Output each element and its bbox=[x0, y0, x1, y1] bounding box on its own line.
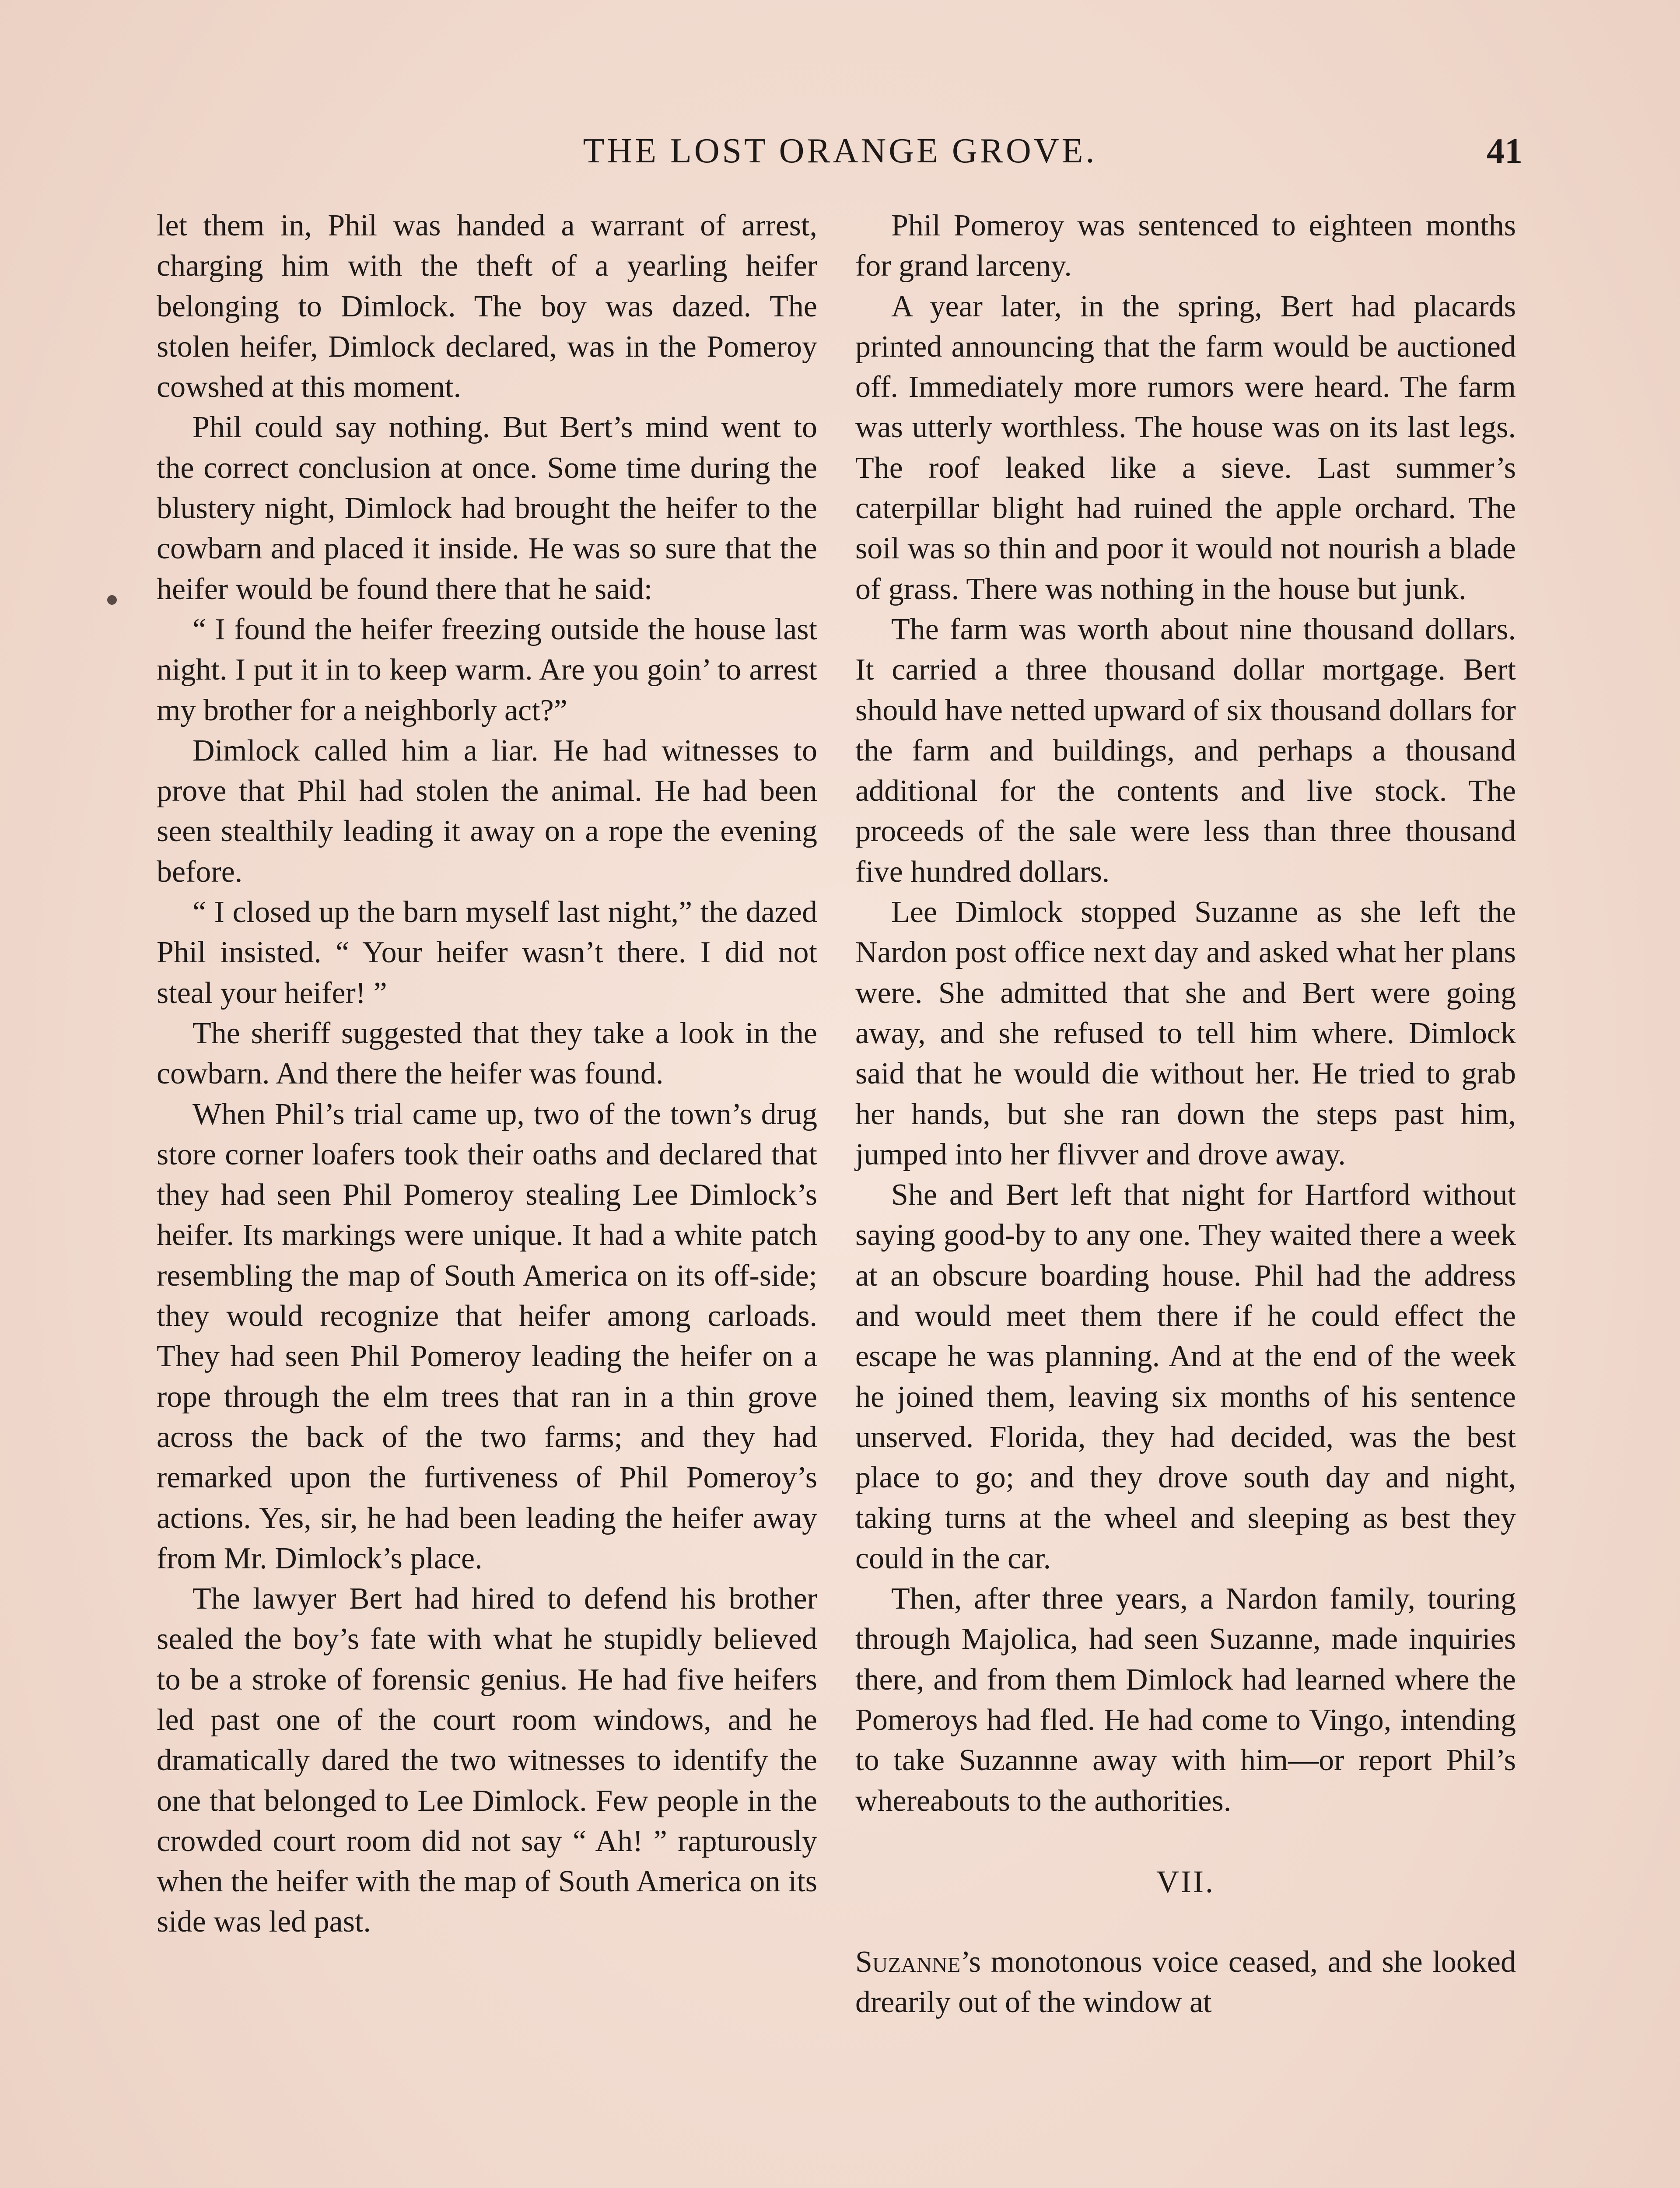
closing-lead-word: Suzanne bbox=[855, 1945, 961, 1979]
closing-paragraph bbox=[855, 1942, 1516, 2023]
paragraph: Phil could say nothing. But Bert’s mind went to the correct conclusion at once. Some time during the blustery night, Dimlock had brought the heifer to the cowbarn and placed it inside. He was so sure that the heifer would be found there that he said: bbox=[157, 410, 817, 606]
paragraph: The sheriff suggested that they take a look in the cowbarn. And there the heifer was found. bbox=[157, 1016, 817, 1091]
paragraph: The lawyer Bert had hired to defend his brother sealed the boy’s fate with what he stupidly believed to be a stroke of forensic genius. He had five heifers led past one of the court room windows, and he dramatically dared the two witnesses to identify the one that belonged to Lee Dimlock. Few people in the crowded court room did not say “ Ah! ” rapturously when the heifer with the map of South America on its side was led past. bbox=[157, 1582, 817, 1939]
page-number: 41 bbox=[1487, 131, 1522, 171]
left-column bbox=[157, 206, 817, 1943]
paragraph: “ I found the heifer freezing outside the house last night. I put it in to keep warm. Are you goin’ to arrest my brother for a neighborly act?” bbox=[157, 612, 817, 727]
paragraph: let them in, Phil was handed a warrant of arrest, charging him with the theft of a yearling heifer belonging to Dimlock. The boy was dazed. The stolen heifer, Dimlock declared, was in the Pomeroy cowshed at this moment. bbox=[157, 209, 817, 404]
paragraph: Phil Pomeroy was sentenced to eighteen months for grand larceny. bbox=[855, 209, 1516, 283]
section-heading: VII. bbox=[1156, 1864, 1215, 1899]
paragraph: The farm was worth about nine thousand dollars. It carried a three thousand dollar mortgage. Bert should have netted upward of six thousand dollars for the farm and buildings, and perhaps a thousand additional for the contents and live stock. The proceeds of the sale were less than three thousand five hundred dollars. bbox=[855, 612, 1516, 889]
page-speck bbox=[107, 595, 117, 605]
paragraph: Lee Dimlock stopped Suzanne as she left the Nardon post office next day and asked what her plans were. She admitted that she and Bert were going away, and she refused to tell him where. Dimlock said that he would die without her. He tried to grab her hands, but she ran down the steps past him, jumped into her flivver and drove away. bbox=[855, 895, 1516, 1171]
page-header bbox=[158, 127, 1522, 175]
paragraph: She and Bert left that night for Hartford without saying good-by to any one. They waited there a week at an obscure boarding house. Phil had the address and would meet them there if he could effect the escape he was planning. And at the end of the week he joined them, leaving six months of his sentence unserved. Florida, they had decided, was the best place to go; and they drove south day and night, taking turns at the wheel and sleeping as best they could in the car. bbox=[855, 1178, 1516, 1575]
paragraph: A year later, in the spring, Bert had placards printed announcing that the farm would be auctioned off. Immediately more rumors were heard. The farm was utterly worthless. The house was on its last legs. The roof leaked like a sieve. Last summer’s caterpillar blight had ruined the apple orchard. The soil was so thin and poor it would not nourish a blade of grass. There was nothing in the house but junk. bbox=[855, 289, 1516, 606]
paragraph: Dimlock called him a liar. He had witnesses to prove that Phil had stolen the animal. He had been seen stealthily leading it away on a rope the evening before. bbox=[157, 733, 817, 889]
closing-text: ’s monotonous voice ceased, and she looked drearily out of the window at bbox=[855, 1945, 1516, 2020]
right-column bbox=[855, 206, 1516, 2023]
paragraph: “ I closed up the barn myself last night,” the dazed Phil insisted. “ Your heifer wasn’t there. I did not steal your heifer! ” bbox=[157, 895, 817, 1010]
paragraph: When Phil’s trial came up, two of the town’s drug store corner loafers took their oaths and declared that they had seen Phil Pomeroy stealing Lee Dimlock’s heifer. Its markings were unique. It had a white patch resembling the map of South America on its off-side; they would recognize that heifer among carloads. They had seen Phil Pomeroy leading the heifer on a rope through the elm trees that ran in a thin grove across the back of the two farms; and they had remarked upon the furtiveness of Phil Pomeroy’s actions. Yes, sir, he had been leading the heifer away from Mr. Dimlock’s place. bbox=[157, 1097, 817, 1575]
paragraph: Then, after three years, a Nardon family, touring through Majolica, had seen Suzanne, made inquiries there, and from them Dimlock had learned where the Pomeroys had fled. He had come to Vingo, intending to take Suzannne away with him—or report Phil’s whereabouts to the authorities. bbox=[855, 1582, 1516, 1818]
running-title: THE LOST ORANGE GROVE. bbox=[583, 132, 1097, 170]
